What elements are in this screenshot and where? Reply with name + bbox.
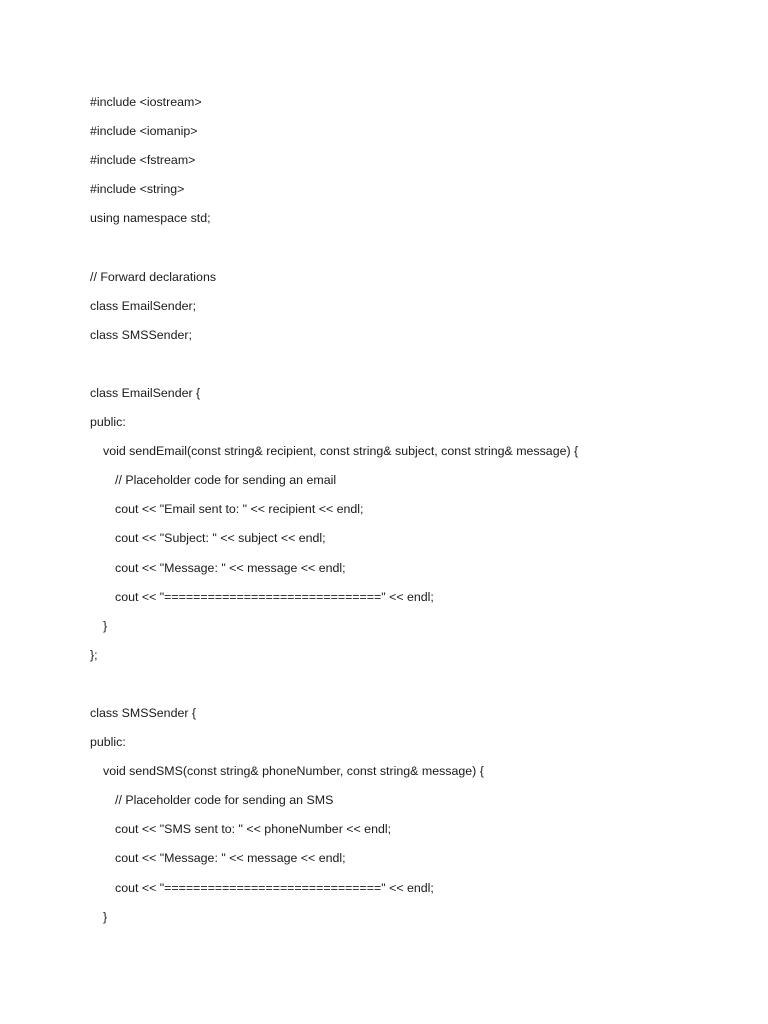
code-line: class SMSSender;	[90, 327, 192, 342]
code-comment: // Forward declarations	[90, 269, 217, 284]
code-line: #include <iostream>	[90, 95, 202, 109]
code-line: public:	[90, 735, 126, 750]
blank-line	[90, 670, 730, 699]
code-line: void sendEmail(const string& recipient, const string& subject, const string& message) {	[103, 444, 579, 459]
code-line: class SMSSender {	[90, 705, 197, 720]
code-line: using namespace std;	[90, 211, 211, 226]
code-line: cout << "Subject: " << subject << endl;	[115, 531, 326, 546]
code-line: cout << "Message: " << message << endl;	[115, 851, 346, 866]
code-comment: // Placeholder code for sending an SMS	[115, 793, 334, 808]
code-listing	[90, 88, 730, 932]
code-line: }	[103, 618, 108, 633]
code-line: class EmailSender {	[90, 385, 201, 400]
code-line: public:	[90, 415, 126, 430]
code-line: cout << "Email sent to: " << recipient << endl;	[115, 502, 364, 517]
code-comment: // Placeholder code for sending an email	[115, 473, 337, 488]
code-line: #include <fstream>	[90, 153, 196, 168]
code-line: }	[103, 909, 108, 924]
code-line: #include <iomanip>	[90, 124, 198, 139]
code-line: class EmailSender;	[90, 298, 197, 313]
blank-line	[90, 233, 730, 262]
code-line: void sendSMS(const string& phoneNumber, const string& message) {	[103, 764, 484, 779]
code-line: cout << "==============================" << endl;	[115, 589, 434, 604]
code-line: #include <string>	[90, 182, 185, 197]
code-line: cout << "==============================" << endl;	[115, 880, 434, 895]
code-line: cout << "Message: " << message << endl;	[115, 560, 346, 575]
blank-line	[90, 350, 730, 379]
code-line: cout << "SMS sent to: " << phoneNumber << endl;	[115, 822, 392, 837]
code-line: };	[90, 647, 98, 662]
